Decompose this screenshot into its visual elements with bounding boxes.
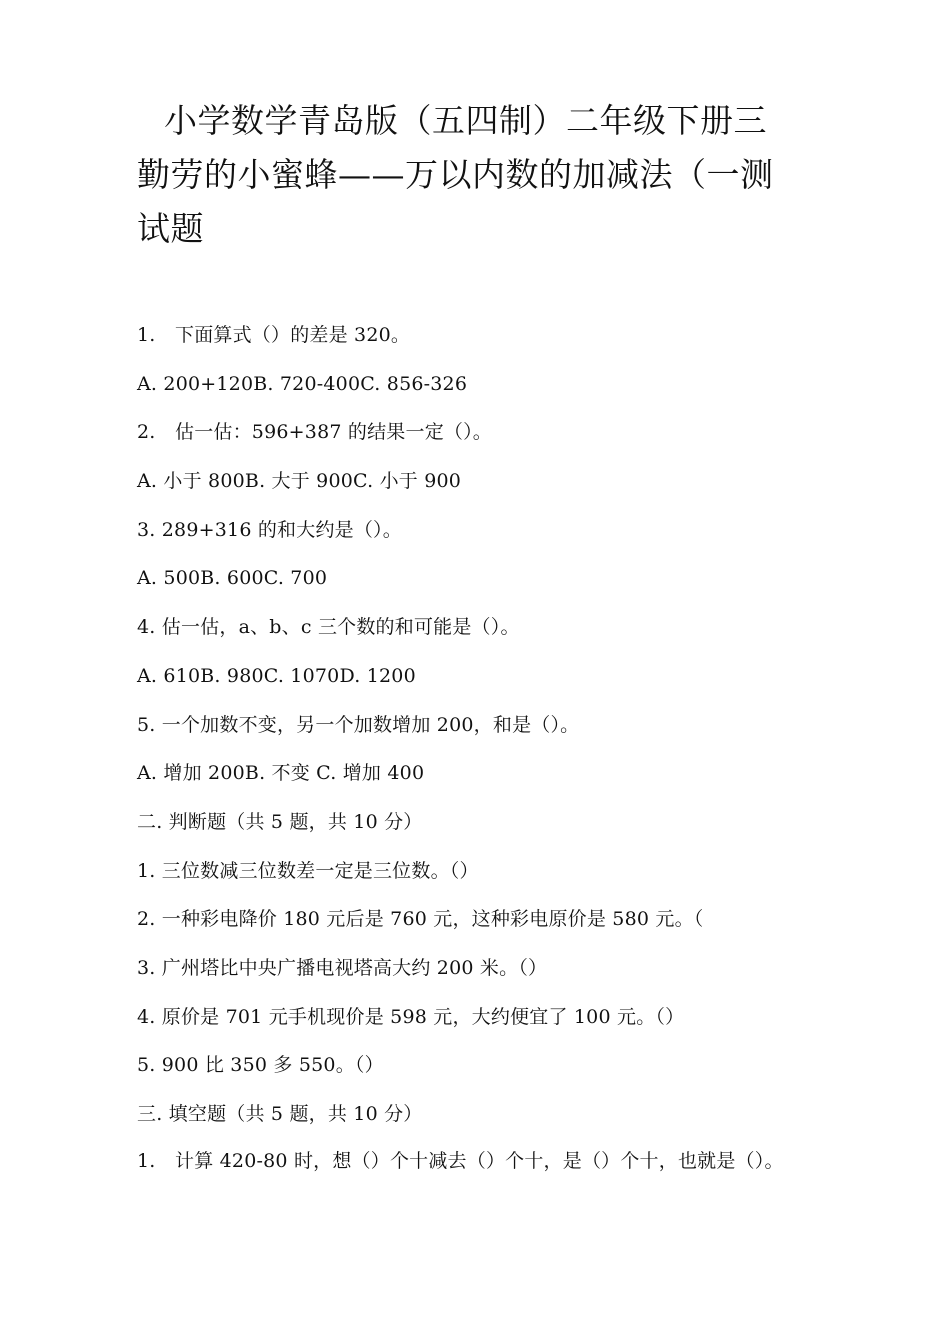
question-text: 下面算式（）的差是 320。 <box>175 324 411 346</box>
question-text: 估一估：596+387 的结果一定（）。 <box>175 421 492 444</box>
question-5-judgement: 5. 900 比 350 多 550。（） <box>137 1054 384 1077</box>
question-text: 计算 420-80 时，想（）个十减去（）个十，是（）个十，也就是（）。 <box>175 1149 784 1172</box>
question-2-mc <box>137 415 827 464</box>
title-line-3: 试题 <box>137 209 204 248</box>
section-heading-judgement: 二. 判断题（共 5 题，共 10 分） <box>137 810 423 833</box>
options-4-mc: A. 610B. 980C. 1070D. 1200 <box>137 664 416 687</box>
question-number: 1. <box>137 324 156 346</box>
options-3-mc: A. 500B. 600C. 700 <box>137 567 328 590</box>
question-3-mc: 3. 289+316 的和大约是（）。 <box>137 518 402 541</box>
options-1-mc: A. 200+120B. 720-400C. 856-326 <box>137 372 468 395</box>
question-4-judgement: 4. 原价是 701 元手机现价是 598 元，大约便宜了 100 元。（） <box>137 1005 685 1028</box>
question-4-mc: 4. 估一估，a、b、c 三个数的和可能是（）。 <box>137 616 520 639</box>
question-3-judgement: 3. 广州塔比中央广播电视塔高大约 200 米。（） <box>137 956 548 979</box>
question-1-fill-blank <box>137 1146 817 1176</box>
document-body <box>137 318 827 1176</box>
document-title <box>137 94 817 256</box>
question-number: 1. <box>137 1149 156 1172</box>
question-1-mc <box>137 318 827 367</box>
title-line-2: 勤劳的小蜜蜂——万以内数的加减法（一测 <box>137 155 774 194</box>
section-heading-fill-blank: 三. 填空题（共 5 题，共 10 分） <box>137 1103 423 1125</box>
options-5-mc: A. 增加 200B. 不变 C. 增加 400 <box>137 762 425 785</box>
question-1-judgement: 1. 三位数减三位数差一定是三位数。（） <box>137 859 479 882</box>
question-5-mc: 5. 一个加数不变，另一个加数增加 200，和是（）。 <box>137 713 580 736</box>
title-line-1: 小学数学青岛版（五四制）二年级下册三 <box>164 101 767 140</box>
question-2-judgement: 2. 一种彩电降价 180 元后是 760 元，这种彩电原价是 580 元。（ <box>137 908 704 931</box>
question-number: 2. <box>137 421 156 444</box>
options-2-mc: A. 小于 800B. 大于 900C. 小于 900 <box>137 470 462 493</box>
